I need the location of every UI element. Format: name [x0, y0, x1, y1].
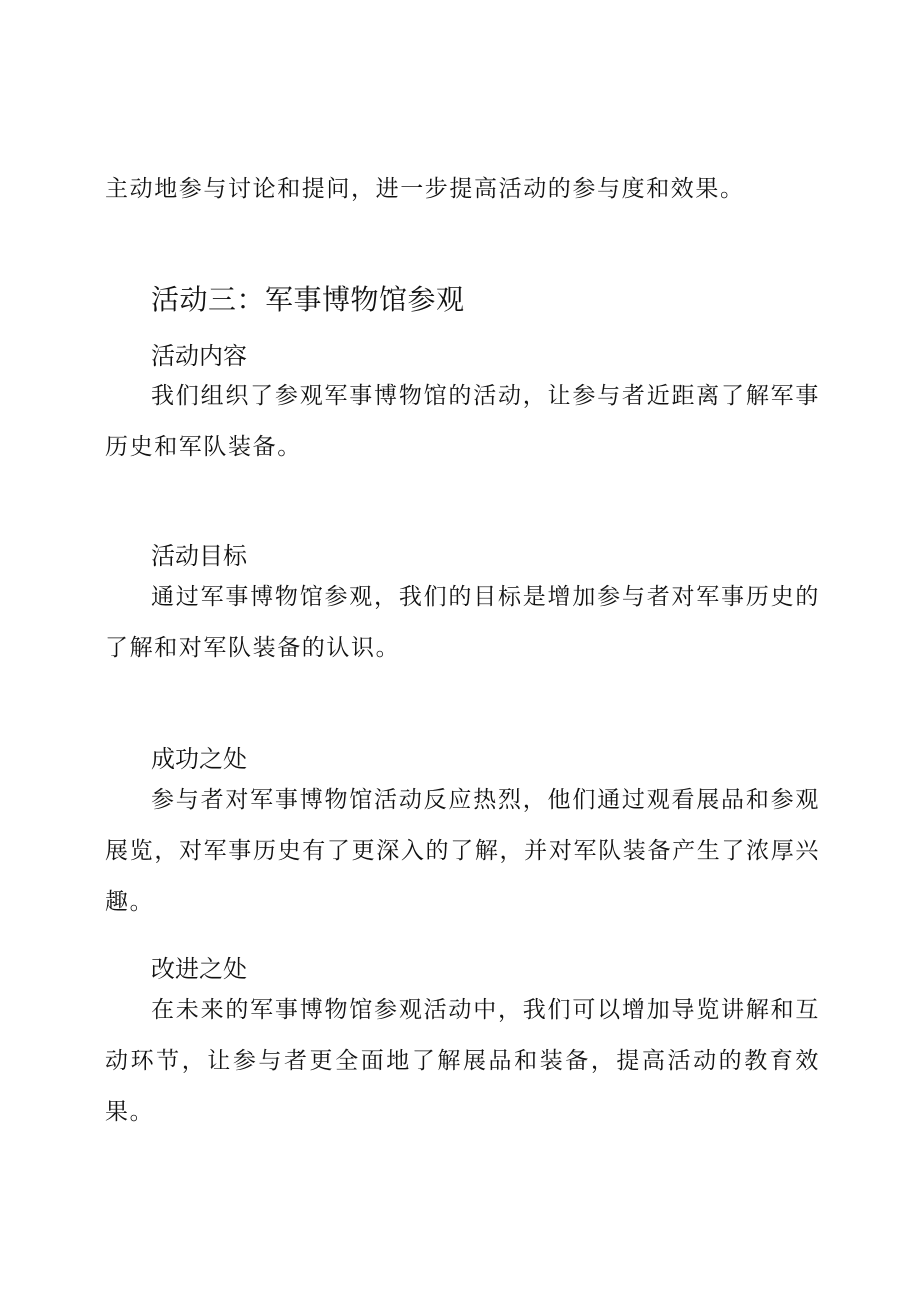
- continued-paragraph: 主动地参与讨论和提问，进一步提高活动的参与度和效果。: [105, 176, 745, 202]
- section-title: 活动三：军事博物馆参观: [151, 283, 465, 316]
- heading-activity-content: 活动内容: [151, 342, 247, 370]
- paragraph-activity-content: 我们组织了参观军事博物馆的活动，让参与者近距离了解军事历史和军队装备。: [105, 383, 820, 460]
- paragraph-successes: 参与者对军事博物馆活动反应热烈，他们通过观看展品和参观展览，对军事历史有了更深入的了解，并对军队装备产生了浓厚兴趣。: [105, 787, 820, 915]
- heading-activity-goal: 活动目标: [151, 542, 247, 570]
- heading-successes: 成功之处: [151, 745, 247, 773]
- paragraph-activity-goal: 通过军事博物馆参观，我们的目标是增加参与者对军事历史的了解和对军队装备的认识。: [105, 584, 820, 661]
- heading-improvements: 改进之处: [151, 955, 247, 983]
- paragraph-improvements: 在未来的军事博物馆参观活动中，我们可以增加导览讲解和互动环节，让参与者更全面地了解展品和装备，提高活动的教育效果。: [105, 997, 820, 1125]
